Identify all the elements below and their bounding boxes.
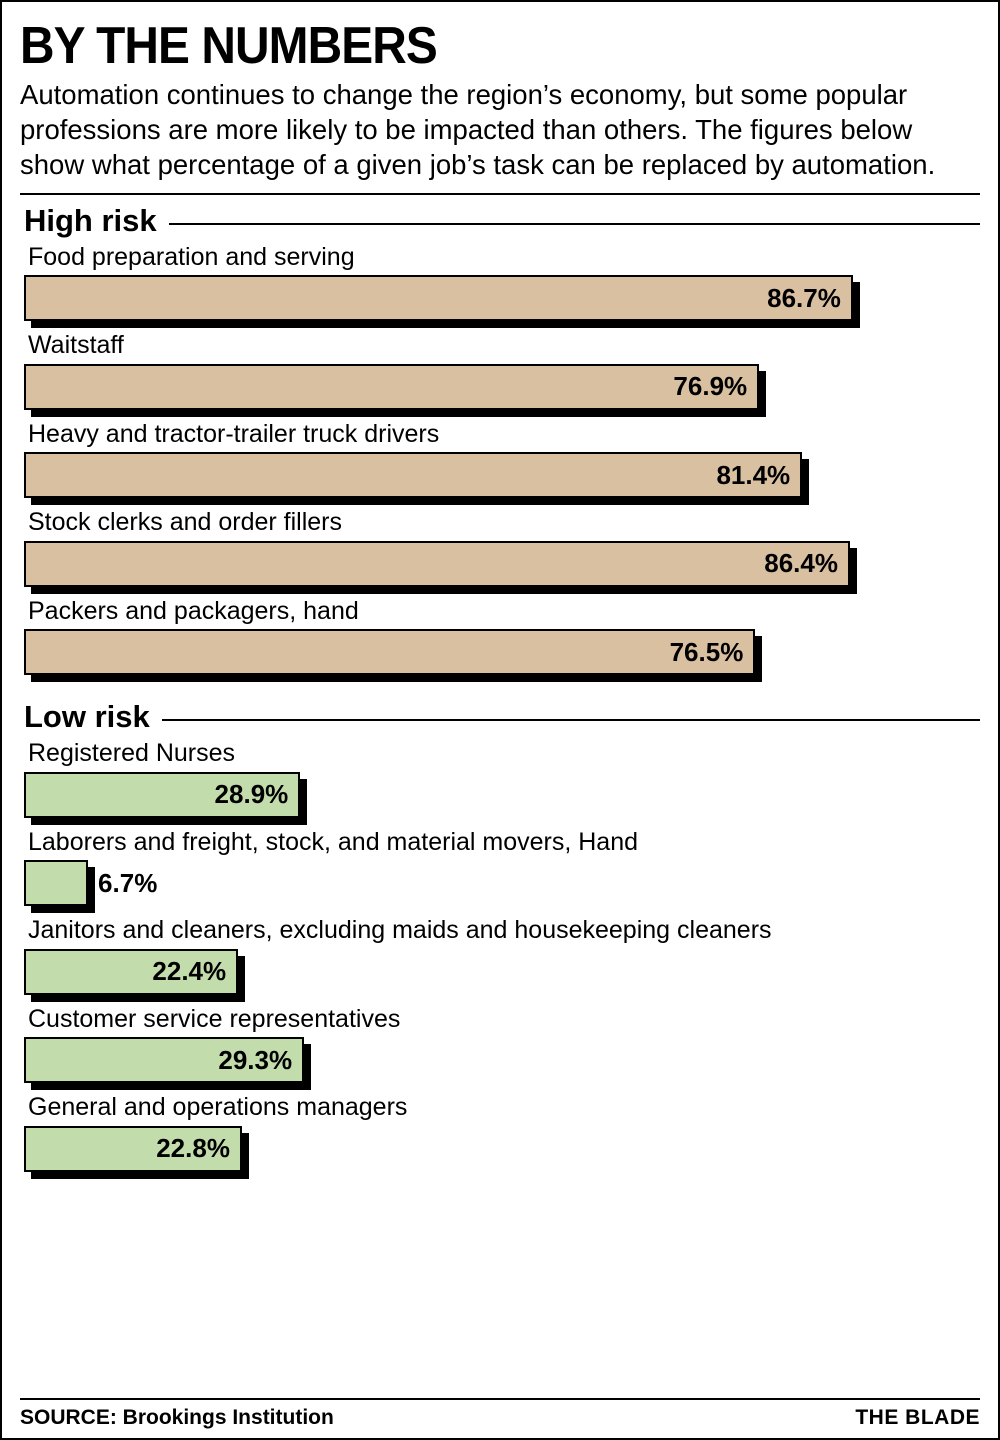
bar-group bbox=[24, 508, 980, 591]
bar-label: Registered Nurses bbox=[28, 739, 236, 768]
bar-label: Janitors and cleaners, excluding maids and housekeeping cleaners bbox=[28, 916, 772, 945]
bar-low-laborers bbox=[24, 860, 158, 906]
section-high-risk bbox=[20, 203, 980, 680]
bar-row bbox=[24, 772, 980, 822]
bar-value: 6.7% bbox=[98, 867, 158, 898]
bar-low-general-managers bbox=[24, 1126, 242, 1172]
bar-high-stock-clerks bbox=[24, 541, 850, 587]
bar-high-waitstaff bbox=[24, 364, 759, 410]
section-header-low-risk bbox=[24, 699, 980, 735]
bar-label: Customer service representatives bbox=[28, 1004, 401, 1033]
bar-row bbox=[24, 364, 980, 414]
bar-value: 86.7% bbox=[767, 282, 841, 313]
bar-value: 29.3% bbox=[218, 1044, 293, 1075]
divider-top bbox=[20, 193, 980, 195]
bar-low-registered-nurses bbox=[24, 772, 300, 818]
bar-value: 22.8% bbox=[156, 1133, 230, 1164]
bar-label: Waitstaff bbox=[28, 331, 124, 360]
bar-label: Laborers and freight, stock, and material movers, Hand bbox=[28, 827, 639, 856]
bar-group bbox=[24, 331, 980, 414]
bar-row bbox=[24, 860, 980, 910]
bar-low-customer-service bbox=[24, 1037, 304, 1083]
bar-row bbox=[24, 949, 980, 999]
bar-label: Stock clerks and order fillers bbox=[28, 508, 343, 537]
bar-value: 76.9% bbox=[673, 371, 748, 402]
bar-group bbox=[24, 828, 980, 911]
section-label-high-risk: High risk bbox=[24, 202, 157, 238]
bar-value: 76.5% bbox=[669, 636, 744, 667]
bar-value: 28.9% bbox=[214, 779, 289, 810]
bar-row bbox=[24, 452, 980, 502]
bar-group bbox=[24, 1005, 980, 1088]
bar-low-janitors bbox=[24, 949, 238, 995]
publication-credit: THE BLADE bbox=[855, 1406, 980, 1429]
bar-group bbox=[24, 597, 980, 680]
footer bbox=[20, 1398, 980, 1430]
bar-row bbox=[24, 1037, 980, 1087]
bar-high-food-prep bbox=[24, 275, 853, 321]
section-rule-low-risk bbox=[162, 719, 980, 721]
bar-row bbox=[24, 1126, 980, 1176]
bar-group bbox=[24, 739, 980, 822]
section-label-low-risk: Low risk bbox=[24, 699, 150, 735]
bar-group bbox=[24, 916, 980, 999]
page-deck: Automation continues to change the region’s economy, but some popular professions are more likely to be impacted than others. The figures below show what percentage of a given job’s task can be replaced by automation. bbox=[20, 79, 936, 180]
bar-value: 81.4% bbox=[716, 459, 791, 490]
section-rule-high-risk bbox=[169, 223, 980, 225]
bar-label: General and operations managers bbox=[28, 1093, 408, 1122]
source-note: SOURCE: Brookings Institution bbox=[20, 1406, 334, 1429]
section-low-risk bbox=[20, 699, 980, 1176]
bar-label: Food preparation and serving bbox=[28, 242, 355, 271]
section-header-high-risk bbox=[24, 203, 980, 239]
bar-row bbox=[24, 275, 980, 325]
bar-row bbox=[24, 541, 980, 591]
bar-value: 86.4% bbox=[764, 548, 838, 579]
bar-label: Packers and packagers, hand bbox=[28, 596, 359, 625]
page-title: BY THE NUMBERS bbox=[20, 17, 437, 75]
bar-group bbox=[24, 1093, 980, 1176]
bar-high-truck-drivers bbox=[24, 452, 802, 498]
bar-group bbox=[24, 420, 980, 503]
bar-value: 22.4% bbox=[152, 956, 227, 987]
bar-row bbox=[24, 629, 980, 679]
bar-label: Heavy and tractor-trailer truck drivers bbox=[28, 419, 440, 448]
divider-footer bbox=[20, 1398, 980, 1400]
bar-group bbox=[24, 243, 980, 326]
bar-high-packers bbox=[24, 629, 755, 675]
